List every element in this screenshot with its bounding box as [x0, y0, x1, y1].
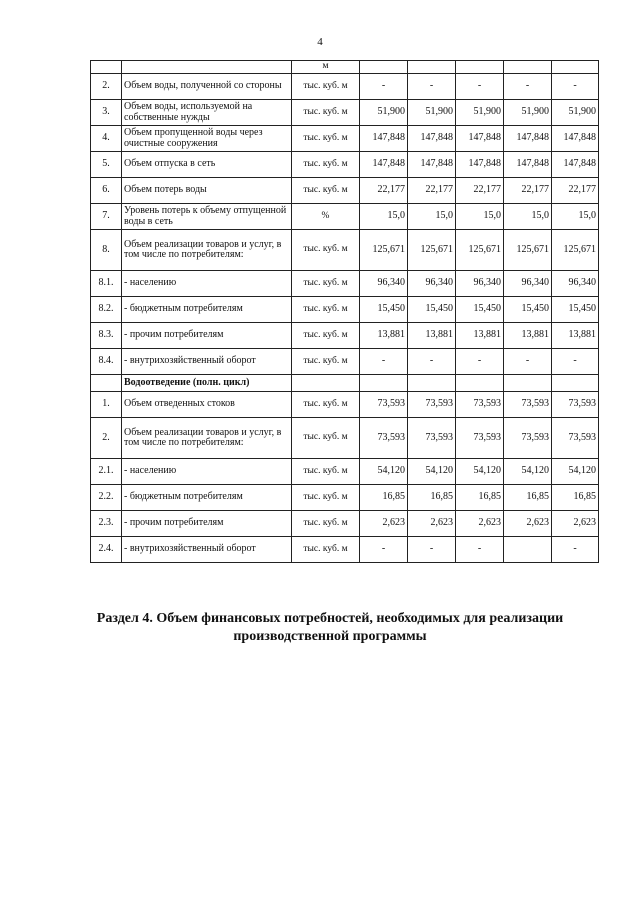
table-row — [91, 459, 599, 485]
row-value: 22,177 — [408, 178, 456, 204]
row-unit: тыс. куб. м — [292, 230, 360, 271]
row-unit: тыс. куб. м — [292, 152, 360, 178]
table-row — [91, 297, 599, 323]
row-value: - — [408, 74, 456, 100]
row-name: Водоотведение (полн. цикл) — [122, 375, 292, 392]
row-unit: тыс. куб. м — [292, 323, 360, 349]
row-number: 2. — [91, 74, 122, 100]
row-name: Объем воды, полученной со стороны — [122, 74, 292, 100]
row-value: 147,848 — [504, 126, 552, 152]
row-name: Объем пропущенной воды через очистные сооружения — [122, 126, 292, 152]
row-number: 3. — [91, 100, 122, 126]
row-value: 54,120 — [456, 459, 504, 485]
row-number: 2.3. — [91, 511, 122, 537]
row-value: 2,623 — [504, 511, 552, 537]
row-name: - внутрихозяйственный оборот — [122, 349, 292, 375]
row-value — [360, 61, 408, 74]
row-value: 125,671 — [552, 230, 599, 271]
row-number: 6. — [91, 178, 122, 204]
row-number: 7. — [91, 204, 122, 230]
table-row — [91, 74, 599, 100]
row-value: 73,593 — [456, 418, 504, 459]
table-row — [91, 323, 599, 349]
table-row — [91, 537, 599, 563]
row-unit: тыс. куб. м — [292, 418, 360, 459]
row-value: 16,85 — [504, 485, 552, 511]
row-value: 73,593 — [552, 418, 599, 459]
row-number: 5. — [91, 152, 122, 178]
row-unit — [292, 375, 360, 392]
row-value — [504, 61, 552, 74]
row-value: 73,593 — [504, 392, 552, 418]
row-value: 147,848 — [552, 152, 599, 178]
row-number: 8. — [91, 230, 122, 271]
row-unit: тыс. куб. м — [292, 392, 360, 418]
row-value: - — [456, 74, 504, 100]
row-number: 2.2. — [91, 485, 122, 511]
row-value — [408, 61, 456, 74]
row-value: 51,900 — [408, 100, 456, 126]
row-name: Объем отпуска в сеть — [122, 152, 292, 178]
row-value: 125,671 — [504, 230, 552, 271]
row-name: Уровень потерь к объему отпущенной воды в сеть — [122, 204, 292, 230]
row-number: 2.4. — [91, 537, 122, 563]
row-value: 22,177 — [552, 178, 599, 204]
row-value: 147,848 — [360, 126, 408, 152]
row-value: 15,450 — [504, 297, 552, 323]
row-value: 15,450 — [552, 297, 599, 323]
row-value: - — [552, 537, 599, 563]
row-name: Объем воды, используемой на собственные нужды — [122, 100, 292, 126]
row-value: 96,340 — [552, 271, 599, 297]
table-row — [91, 349, 599, 375]
row-value — [552, 375, 599, 392]
row-value: 51,900 — [456, 100, 504, 126]
row-unit: тыс. куб. м — [292, 74, 360, 100]
row-unit: тыс. куб. м — [292, 178, 360, 204]
row-number: 2. — [91, 418, 122, 459]
row-value: 15,0 — [360, 204, 408, 230]
row-name: - прочим потребителям — [122, 323, 292, 349]
row-value: 125,671 — [456, 230, 504, 271]
row-value: 96,340 — [360, 271, 408, 297]
row-value — [408, 375, 456, 392]
row-value: 147,848 — [408, 126, 456, 152]
row-unit: м — [292, 61, 360, 74]
row-value: 13,881 — [552, 323, 599, 349]
row-unit: тыс. куб. м — [292, 100, 360, 126]
row-name: Объем реализации товаров и услуг, в том числе по потребителям: — [122, 230, 292, 271]
row-value: 96,340 — [408, 271, 456, 297]
row-value — [456, 375, 504, 392]
row-value: 73,593 — [360, 392, 408, 418]
row-value: 147,848 — [552, 126, 599, 152]
row-unit: тыс. куб. м — [292, 271, 360, 297]
row-value: - — [408, 537, 456, 563]
table-row — [91, 392, 599, 418]
row-value: 15,0 — [456, 204, 504, 230]
row-unit: тыс. куб. м — [292, 511, 360, 537]
row-name: - прочим потребителям — [122, 511, 292, 537]
table-row — [91, 418, 599, 459]
page-number: 4 — [317, 36, 323, 48]
row-number: 8.2. — [91, 297, 122, 323]
row-value: 16,85 — [408, 485, 456, 511]
row-value: - — [504, 74, 552, 100]
row-unit: тыс. куб. м — [292, 297, 360, 323]
table-row — [91, 152, 599, 178]
row-value: 15,450 — [456, 297, 504, 323]
row-value — [504, 537, 552, 563]
row-number: 8.4. — [91, 349, 122, 375]
row-value: 22,177 — [456, 178, 504, 204]
row-name: Объем отведенных стоков — [122, 392, 292, 418]
row-value: 15,0 — [408, 204, 456, 230]
row-value: 51,900 — [552, 100, 599, 126]
row-value: 125,671 — [408, 230, 456, 271]
row-name: - населению — [122, 459, 292, 485]
row-number: 8.3. — [91, 323, 122, 349]
row-value: 54,120 — [408, 459, 456, 485]
water-balance-table — [90, 60, 599, 563]
row-value: 147,848 — [456, 126, 504, 152]
row-value: 54,120 — [504, 459, 552, 485]
row-value: - — [552, 74, 599, 100]
row-value: 22,177 — [360, 178, 408, 204]
row-value: 15,450 — [408, 297, 456, 323]
table-row — [91, 178, 599, 204]
row-name: Объем реализации товаров и услуг, в том числе по потребителям: — [122, 418, 292, 459]
table-row — [91, 126, 599, 152]
table-row — [91, 204, 599, 230]
row-unit: тыс. куб. м — [292, 126, 360, 152]
row-number — [91, 375, 122, 392]
row-number: 8.1. — [91, 271, 122, 297]
table-row — [91, 100, 599, 126]
table-row — [91, 271, 599, 297]
row-name — [122, 61, 292, 74]
row-number: 2.1. — [91, 459, 122, 485]
row-value: 13,881 — [504, 323, 552, 349]
row-value: 2,623 — [456, 511, 504, 537]
row-value: 125,671 — [360, 230, 408, 271]
row-value: 15,0 — [552, 204, 599, 230]
row-value: 96,340 — [504, 271, 552, 297]
table-body — [91, 61, 599, 563]
table-row — [91, 511, 599, 537]
row-value: 73,593 — [408, 392, 456, 418]
row-value: - — [456, 537, 504, 563]
row-value: 73,593 — [360, 418, 408, 459]
row-value: 54,120 — [552, 459, 599, 485]
row-value: - — [504, 349, 552, 375]
row-value: 51,900 — [360, 100, 408, 126]
row-value — [360, 375, 408, 392]
row-number — [91, 61, 122, 74]
row-value: 13,881 — [456, 323, 504, 349]
row-value: 73,593 — [456, 392, 504, 418]
row-value: 51,900 — [504, 100, 552, 126]
row-value: 22,177 — [504, 178, 552, 204]
row-number: 1. — [91, 392, 122, 418]
row-value: 2,623 — [360, 511, 408, 537]
row-value — [456, 61, 504, 74]
row-value: 13,881 — [408, 323, 456, 349]
row-value: 147,848 — [360, 152, 408, 178]
row-value: 54,120 — [360, 459, 408, 485]
section-header-row — [91, 375, 599, 392]
row-value: - — [360, 74, 408, 100]
row-value: 16,85 — [552, 485, 599, 511]
table-row-top-fragment — [91, 61, 599, 74]
row-value: - — [408, 349, 456, 375]
table-row — [91, 230, 599, 271]
table-row — [91, 485, 599, 511]
row-value: 15,450 — [360, 297, 408, 323]
row-value: - — [360, 349, 408, 375]
row-value: 16,85 — [456, 485, 504, 511]
row-value: - — [456, 349, 504, 375]
row-value: - — [360, 537, 408, 563]
row-value: 147,848 — [408, 152, 456, 178]
row-unit: тыс. куб. м — [292, 349, 360, 375]
row-value: 96,340 — [456, 271, 504, 297]
row-unit: тыс. куб. м — [292, 537, 360, 563]
row-value: 2,623 — [552, 511, 599, 537]
row-name: - бюджетным потребителям — [122, 485, 292, 511]
row-value — [552, 61, 599, 74]
row-value: 2,623 — [408, 511, 456, 537]
row-name: - бюджетным потребителям — [122, 297, 292, 323]
row-value: 15,0 — [504, 204, 552, 230]
section-heading: Раздел 4. Объем финансовых потребностей, необходимых для реализации производственной программы — [96, 611, 564, 644]
row-name: - населению — [122, 271, 292, 297]
row-value: - — [552, 349, 599, 375]
row-unit: % — [292, 204, 360, 230]
row-number: 4. — [91, 126, 122, 152]
row-value: 73,593 — [504, 418, 552, 459]
row-value: 73,593 — [408, 418, 456, 459]
row-value: 13,881 — [360, 323, 408, 349]
row-value: 16,85 — [360, 485, 408, 511]
row-name: Объем потерь воды — [122, 178, 292, 204]
row-value: 73,593 — [552, 392, 599, 418]
row-value — [504, 375, 552, 392]
row-value: 147,848 — [456, 152, 504, 178]
row-unit: тыс. куб. м — [292, 485, 360, 511]
row-value: 147,848 — [504, 152, 552, 178]
row-unit: тыс. куб. м — [292, 459, 360, 485]
row-name: - внутрихозяйственный оборот — [122, 537, 292, 563]
